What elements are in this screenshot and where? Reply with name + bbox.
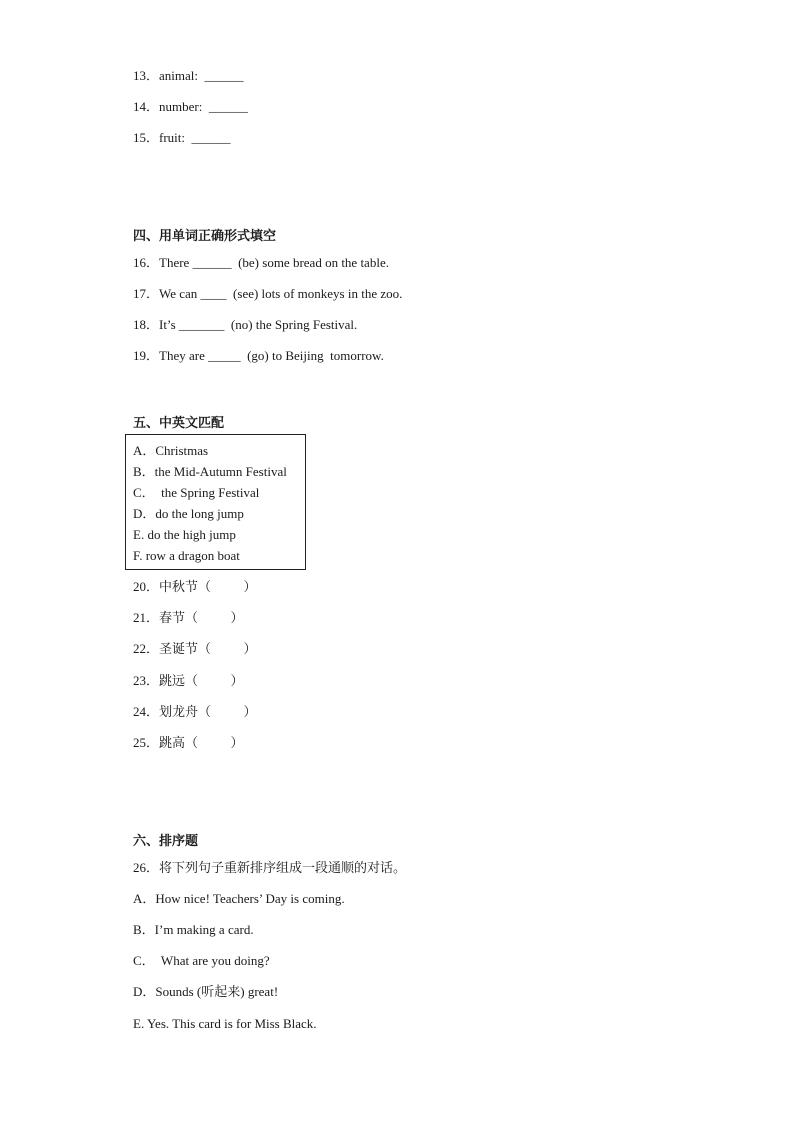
question-text: 跳高（ ） <box>159 735 244 750</box>
match-option-c: C． the Spring Festival <box>133 485 260 500</box>
section-4-title: 四、用单词正确形式填空 <box>133 229 277 244</box>
question-24 <box>133 704 257 720</box>
section-6-title: 六、排序题 <box>133 834 199 849</box>
order-option-b: B．I’m making a card. <box>133 922 254 937</box>
question-14 <box>133 99 248 115</box>
question-number: 17． <box>133 286 160 301</box>
question-text: animal: ______ <box>159 68 244 83</box>
question-26: 26．将下列句子重新排序组成一段通顺的对话。 <box>133 860 407 875</box>
match-option-f: F. row a dragon boat <box>133 548 240 563</box>
question-21 <box>133 610 244 626</box>
question-text: 跳远（ ） <box>159 673 244 688</box>
question-text: They are _____ (go) to Beijing tomorrow. <box>159 348 384 363</box>
question-number: 15． <box>133 130 160 145</box>
question-15 <box>133 130 231 146</box>
question-number: 20． <box>133 579 160 594</box>
question-text: It’s _______ (no) the Spring Festival. <box>159 317 358 332</box>
question-number: 13． <box>133 68 160 83</box>
question-number: 23． <box>133 673 160 688</box>
question-number: 14． <box>133 99 160 114</box>
match-option-d: D．do the long jump <box>133 506 244 521</box>
question-text: There ______ (be) some bread on the table. <box>159 255 389 270</box>
question-number: 19． <box>133 348 160 363</box>
question-20 <box>133 579 257 595</box>
question-number: 22． <box>133 641 160 656</box>
question-19 <box>133 348 384 364</box>
question-23 <box>133 673 244 689</box>
question-text: We can ____ (see) lots of monkeys in the zoo. <box>159 286 403 301</box>
order-option-e: E. Yes. This card is for Miss Black. <box>133 1016 317 1031</box>
section-5-title: 五、中英文匹配 <box>133 416 225 431</box>
matching-options-box <box>125 434 306 570</box>
order-option-a: A．How nice! Teachers’ Day is coming. <box>133 891 345 906</box>
question-number: 21． <box>133 610 160 625</box>
question-number: 25． <box>133 735 160 750</box>
question-13 <box>133 68 244 84</box>
match-option-e: E. do the high jump <box>133 527 236 542</box>
question-22 <box>133 641 257 657</box>
question-text: number: ______ <box>159 99 248 114</box>
question-text: 春节（ ） <box>159 610 244 625</box>
question-text: 划龙舟（ ） <box>159 704 257 719</box>
question-18 <box>133 317 357 333</box>
question-text: fruit: ______ <box>159 130 231 145</box>
question-text: 圣诞节（ ） <box>159 641 257 656</box>
question-25 <box>133 735 244 751</box>
match-option-b: B．the Mid-Autumn Festival <box>133 464 287 479</box>
order-option-c: C． What are you doing? <box>133 953 270 968</box>
question-number: 24． <box>133 704 160 719</box>
question-number: 16． <box>133 255 160 270</box>
order-option-d: D．Sounds (听起来) great! <box>133 984 279 999</box>
question-text: 中秋节（ ） <box>159 579 257 594</box>
question-number: 18． <box>133 317 160 332</box>
question-16 <box>133 255 389 271</box>
question-17 <box>133 286 402 302</box>
match-option-a: A．Christmas <box>133 443 209 458</box>
